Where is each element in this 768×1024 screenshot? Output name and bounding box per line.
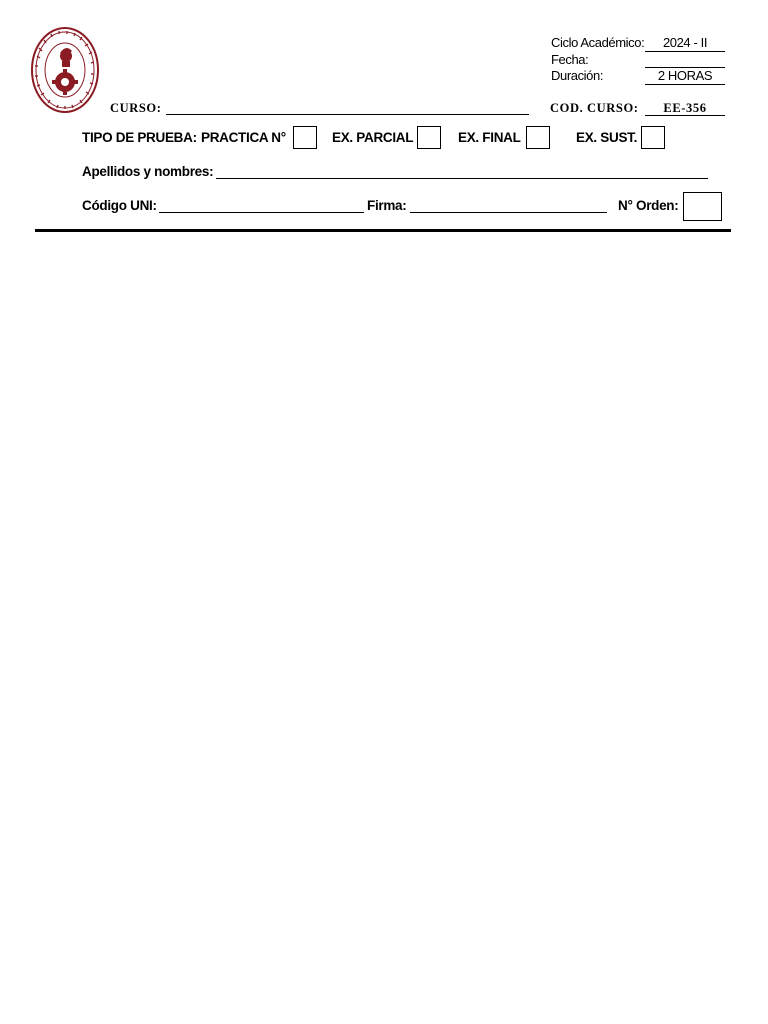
curso-field[interactable] (166, 101, 529, 115)
firma-label: Firma: (367, 198, 407, 213)
practica-checkbox[interactable] (293, 126, 317, 149)
duracion-label: Duración: (551, 68, 604, 83)
ciclo-academico-field[interactable]: 2024 - II (645, 35, 725, 52)
duracion-field[interactable]: 2 HORAS (645, 68, 725, 85)
numero-orden-label: N° Orden: (618, 198, 679, 213)
codigo-uni-label: Código UNI: (82, 198, 157, 213)
ex-final-checkbox[interactable] (526, 126, 550, 149)
ex-parcial-checkbox[interactable] (417, 126, 441, 149)
ciclo-academico-label: Ciclo Académico: (551, 35, 645, 50)
cod-curso-field[interactable]: EE-356 (645, 101, 725, 116)
ex-sust-label: EX. SUST. (576, 130, 638, 145)
curso-label: CURSO: (110, 101, 162, 115)
apellidos-nombres-label: Apellidos y nombres: (82, 164, 214, 179)
firma-field[interactable] (410, 198, 607, 213)
cod-curso-label: COD. CURSO: (550, 101, 639, 115)
fecha-label: Fecha: (551, 52, 589, 67)
apellidos-nombres-field[interactable] (216, 164, 708, 179)
fecha-field[interactable] (645, 52, 725, 68)
codigo-uni-field[interactable] (159, 198, 364, 213)
ex-sust-checkbox[interactable] (641, 126, 665, 149)
ex-parcial-label: EX. PARCIAL (332, 130, 414, 145)
tipo-prueba-label: TIPO DE PRUEBA: (82, 130, 197, 145)
ex-final-label: EX. FINAL (458, 130, 521, 145)
university-seal-icon (30, 26, 100, 114)
numero-orden-box[interactable] (683, 192, 722, 221)
practica-label: PRACTICA N° (201, 130, 286, 145)
answer-area[interactable] (0, 232, 768, 1024)
